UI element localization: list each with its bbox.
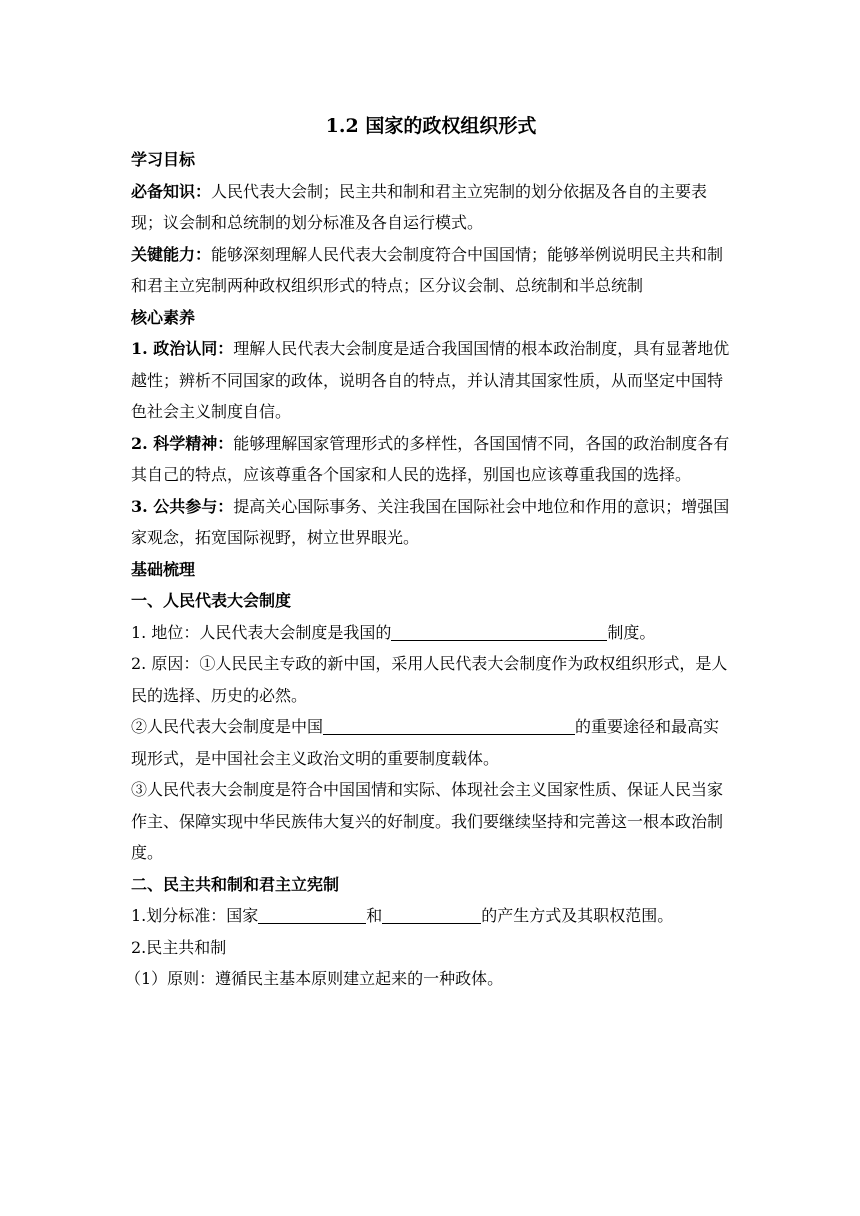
knowledge-label: 必备知识：	[131, 181, 212, 201]
literacy-label: 1. 政治认同：	[131, 339, 234, 358]
literacy-label: 2. 科学精神：	[131, 433, 234, 453]
ability-text: 能够深刻理解人民代表大会制度符合中国国情；能够举例说明民主共和制和君主立宪制两种政权组织形式的特点；区分议会制、总统制和半总统制	[131, 244, 724, 295]
objectives-heading: 学习目标	[131, 150, 196, 169]
knowledge-text: 人民代表大会制；民主共和制和君主立宪制的划分依据及各自的主要表现；议会制和总统制的划分标准及各自运行模式。	[131, 181, 708, 232]
criteria-pre-text: 1.划分标准：国家	[131, 906, 259, 925]
fill-blank[interactable]	[323, 716, 575, 735]
ability-label: 关键能力：	[131, 244, 212, 264]
literacy-heading: 核心素养	[131, 307, 196, 327]
criteria-line	[131, 900, 731, 932]
fill-blank[interactable]	[258, 905, 366, 924]
republic-heading: 2.民主共和制	[131, 937, 227, 957]
status-line	[131, 617, 731, 649]
literacy-text: 提高关心国际事务、关注我国在国际社会中地位和作用的意识；增强国家观念，拓宽国际视野，树立世界眼光。	[131, 496, 730, 547]
criteria-mid-text: 和	[366, 906, 383, 925]
section1-heading: 一、人民代表大会制度	[131, 591, 292, 610]
literacy-text: 能够理解国家管理形式的多样性，各国国情不同，各国的政治制度各有其自己的特点，应该尊重各个国家和人民的选择，别国也应该尊重我国的选择。	[131, 433, 730, 484]
reason3-paragraph: ③人民代表大会制度是符合中国国情和实际、体现社会主义国家性质、保证人民当家作主、保障实现中华民族伟大复兴的好制度。我们要继续坚持和完善这一根本政治制度。	[131, 780, 724, 862]
status-pre-text: 1. 地位：人民代表大会制度是我国的	[131, 622, 392, 642]
literacy-item-political	[131, 333, 731, 428]
reason2-paragraph	[131, 711, 731, 774]
literacy-text: 理解人民代表大会制度是适合我国国情的根本政治制度，具有显著地优越性；辨析不同国家的政体，说明各自的特点，并认清其国家性质，从而坚定中国特色社会主义制度自信。	[131, 339, 730, 421]
reason2-post-text: 的重要途径和最高实现形式，是中国社会主义政治文明的重要制度载体。	[131, 717, 720, 768]
literacy-label: 3. 公共参与：	[131, 496, 234, 516]
reason2-pre-text: ②人民代表大会制度是中国	[131, 717, 324, 736]
knowledge-paragraph	[131, 176, 731, 239]
section2-heading: 二、民主共和制和君主立宪制	[131, 874, 340, 894]
fill-blank[interactable]	[391, 622, 607, 641]
criteria-post-text: 的产生方式及其职权范围。	[481, 906, 674, 925]
page-title: 1.2 国家的政权组织形式	[325, 115, 537, 137]
reason1-paragraph: 2. 原因：①人民民主专政的新中国，采用人民代表大会制度作为政权组织形式，是人民的选择、历史的必然。	[131, 654, 728, 705]
fill-blank[interactable]	[382, 905, 481, 924]
literacy-item-science	[131, 428, 731, 491]
principle-paragraph: （1）原则：遵循民主基本原则建立起来的一种政体。	[125, 969, 504, 988]
basics-heading: 基础梳理	[131, 559, 196, 579]
literacy-item-participation	[131, 491, 731, 554]
ability-paragraph	[131, 239, 731, 302]
status-post-text: 制度。	[607, 622, 656, 642]
document-page	[125, 110, 731, 995]
